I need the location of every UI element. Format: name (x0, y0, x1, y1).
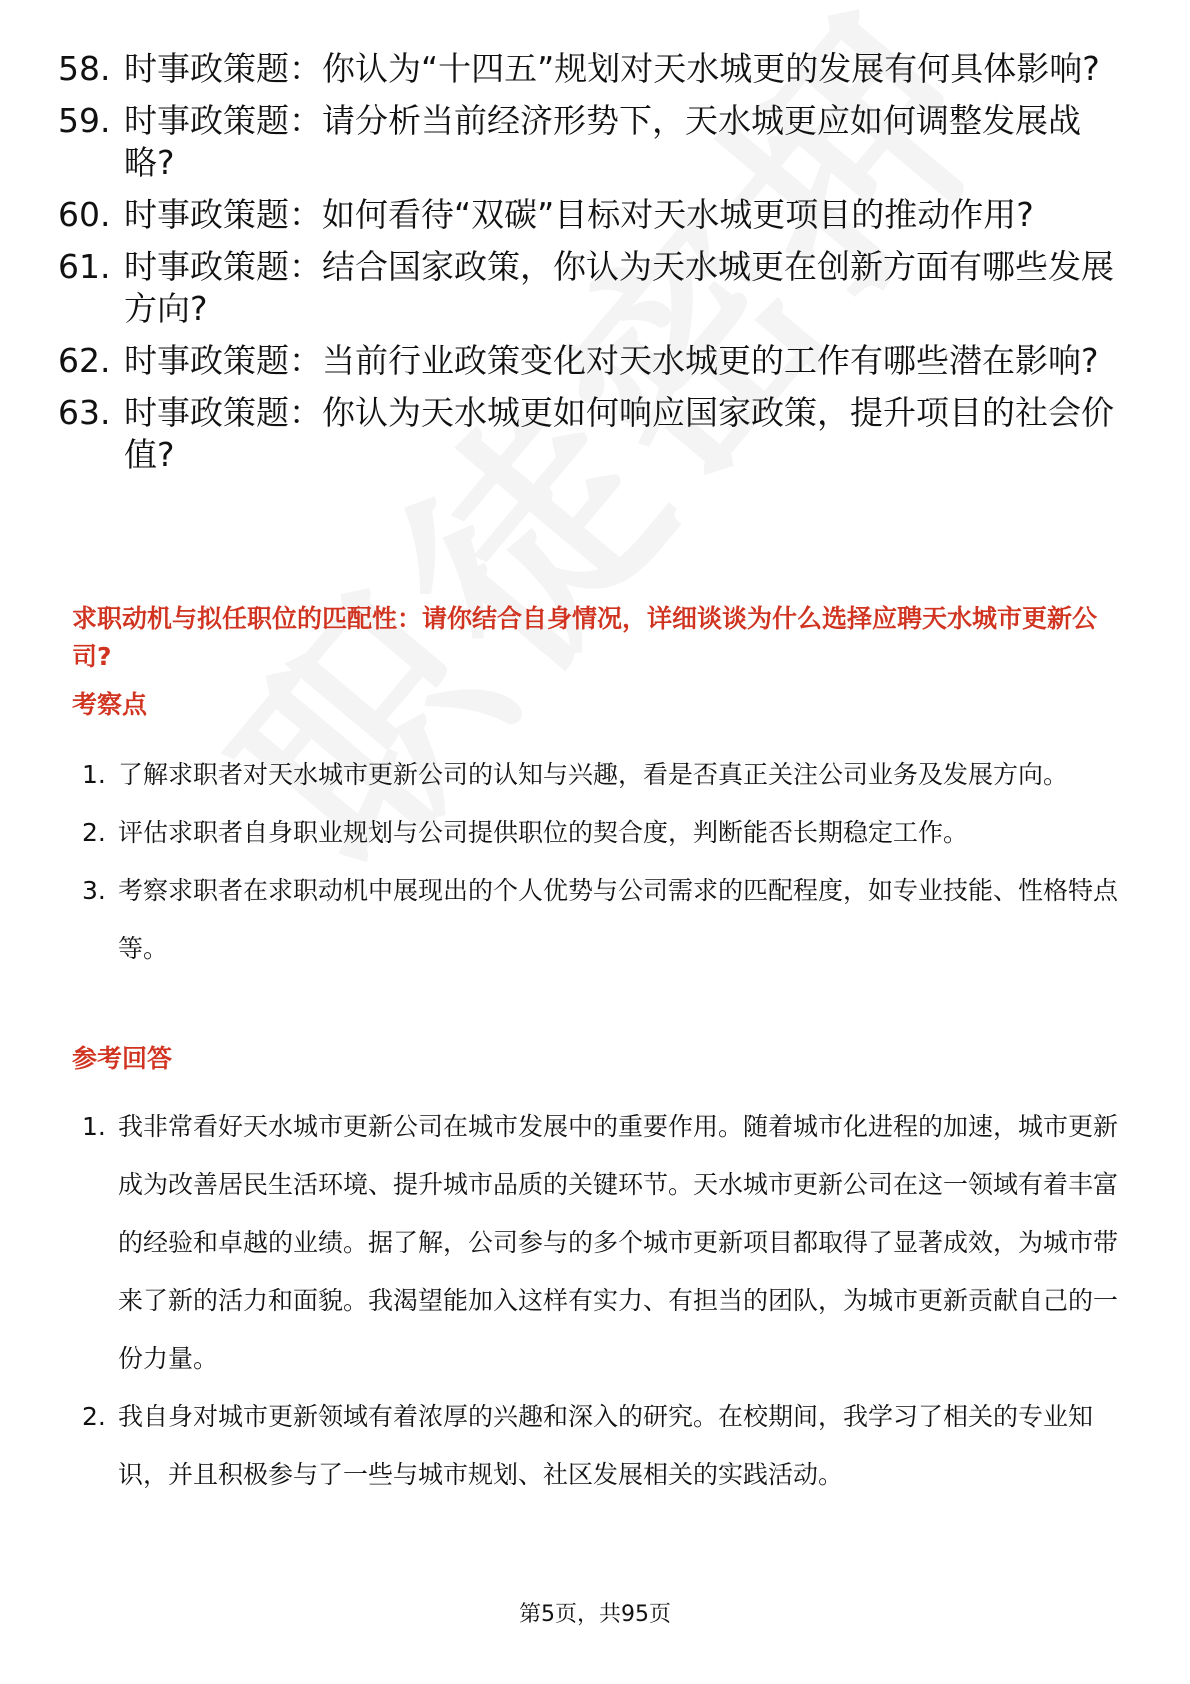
question-text: 时事政策题：请分析当前经济形势下，天水城更应如何调整发展战略? (124, 101, 1081, 182)
question-number: 59. (58, 101, 111, 140)
question-item (58, 392, 1118, 476)
answer-heading: 参考回答 (72, 1044, 173, 1073)
question-text: 时事政策题：当前行业政策变化对天水城更的工作有哪些潜在影响? (124, 341, 1099, 380)
point-number: 1. (82, 760, 106, 789)
question-item (58, 100, 1118, 184)
answer-text: 我非常看好天水城市更新公司在城市发展中的重要作用。随着城市化进程的加速，城市更新成为改善居民生活环境、提升城市品质的关键环节。天水城市更新公司在这一领域有着丰富的经验和卓越的业绩。据了解，公司参与的多个城市更新项目都取得了显著成效，为城市带来了新的活力和面貌。我渴望能加入这样有实力、有担当的团队，为城市更新贡献自己的一份力量。 (118, 1112, 1119, 1373)
point-text: 评估求职者自身职业规划与公司提供职位的契合度，判断能否长期稳定工作。 (118, 818, 969, 847)
answer-text: 我自身对城市更新领域有着浓厚的兴趣和深入的研究。在校期间，我学习了相关的专业知识，并且积极参与了一些与城市规划、社区发展相关的实践活动。 (118, 1402, 1094, 1489)
section-title: 求职动机与拟任职位的匹配性：请你结合自身情况，详细谈谈为什么选择应聘天水城市更新公司? (72, 604, 1098, 671)
answer-item (82, 1098, 1122, 1388)
question-text: 时事政策题：你认为天水城更如何响应国家政策，提升项目的社会价值? (124, 393, 1114, 474)
section-title-block (72, 600, 1122, 676)
points-list (82, 746, 1122, 978)
point-text: 了解求职者对天水城市更新公司的认知与兴趣，看是否真正关注公司业务及发展方向。 (118, 760, 1069, 789)
question-list (58, 48, 1118, 486)
answer-item (82, 1388, 1122, 1504)
point-number: 2. (82, 818, 106, 847)
point-text: 考察求职者在求职动机中展现出的个人优势与公司需求的匹配程度，如专业技能、性格特点等。 (118, 876, 1119, 963)
question-text: 时事政策题：如何看待“双碳”目标对天水城更项目的推动作用? (124, 195, 1034, 234)
question-text: 时事政策题：你认为“十四五”规划对天水城更的发展有何具体影响? (124, 49, 1100, 88)
answers-list (82, 1098, 1122, 1504)
question-text: 时事政策题：结合国家政策，你认为天水城更在创新方面有哪些发展方向? (124, 247, 1114, 328)
question-item (58, 194, 1118, 236)
answer-number: 1. (82, 1112, 106, 1141)
question-number: 58. (58, 49, 111, 88)
point-number: 3. (82, 876, 106, 905)
question-item (58, 246, 1118, 330)
question-item (58, 48, 1118, 90)
point-item (82, 862, 1122, 978)
points-heading: 考察点 (72, 690, 148, 719)
point-item (82, 804, 1122, 862)
points-heading-block (72, 686, 1122, 724)
question-item (58, 340, 1118, 382)
question-number: 62. (58, 341, 111, 380)
question-number: 60. (58, 195, 111, 234)
question-number: 61. (58, 247, 111, 286)
point-item (82, 746, 1122, 804)
answer-heading-block (72, 1040, 1122, 1078)
question-number: 63. (58, 393, 111, 432)
answer-number: 2. (82, 1402, 106, 1431)
page-footer: 第5页，共95页 (519, 1602, 671, 1627)
